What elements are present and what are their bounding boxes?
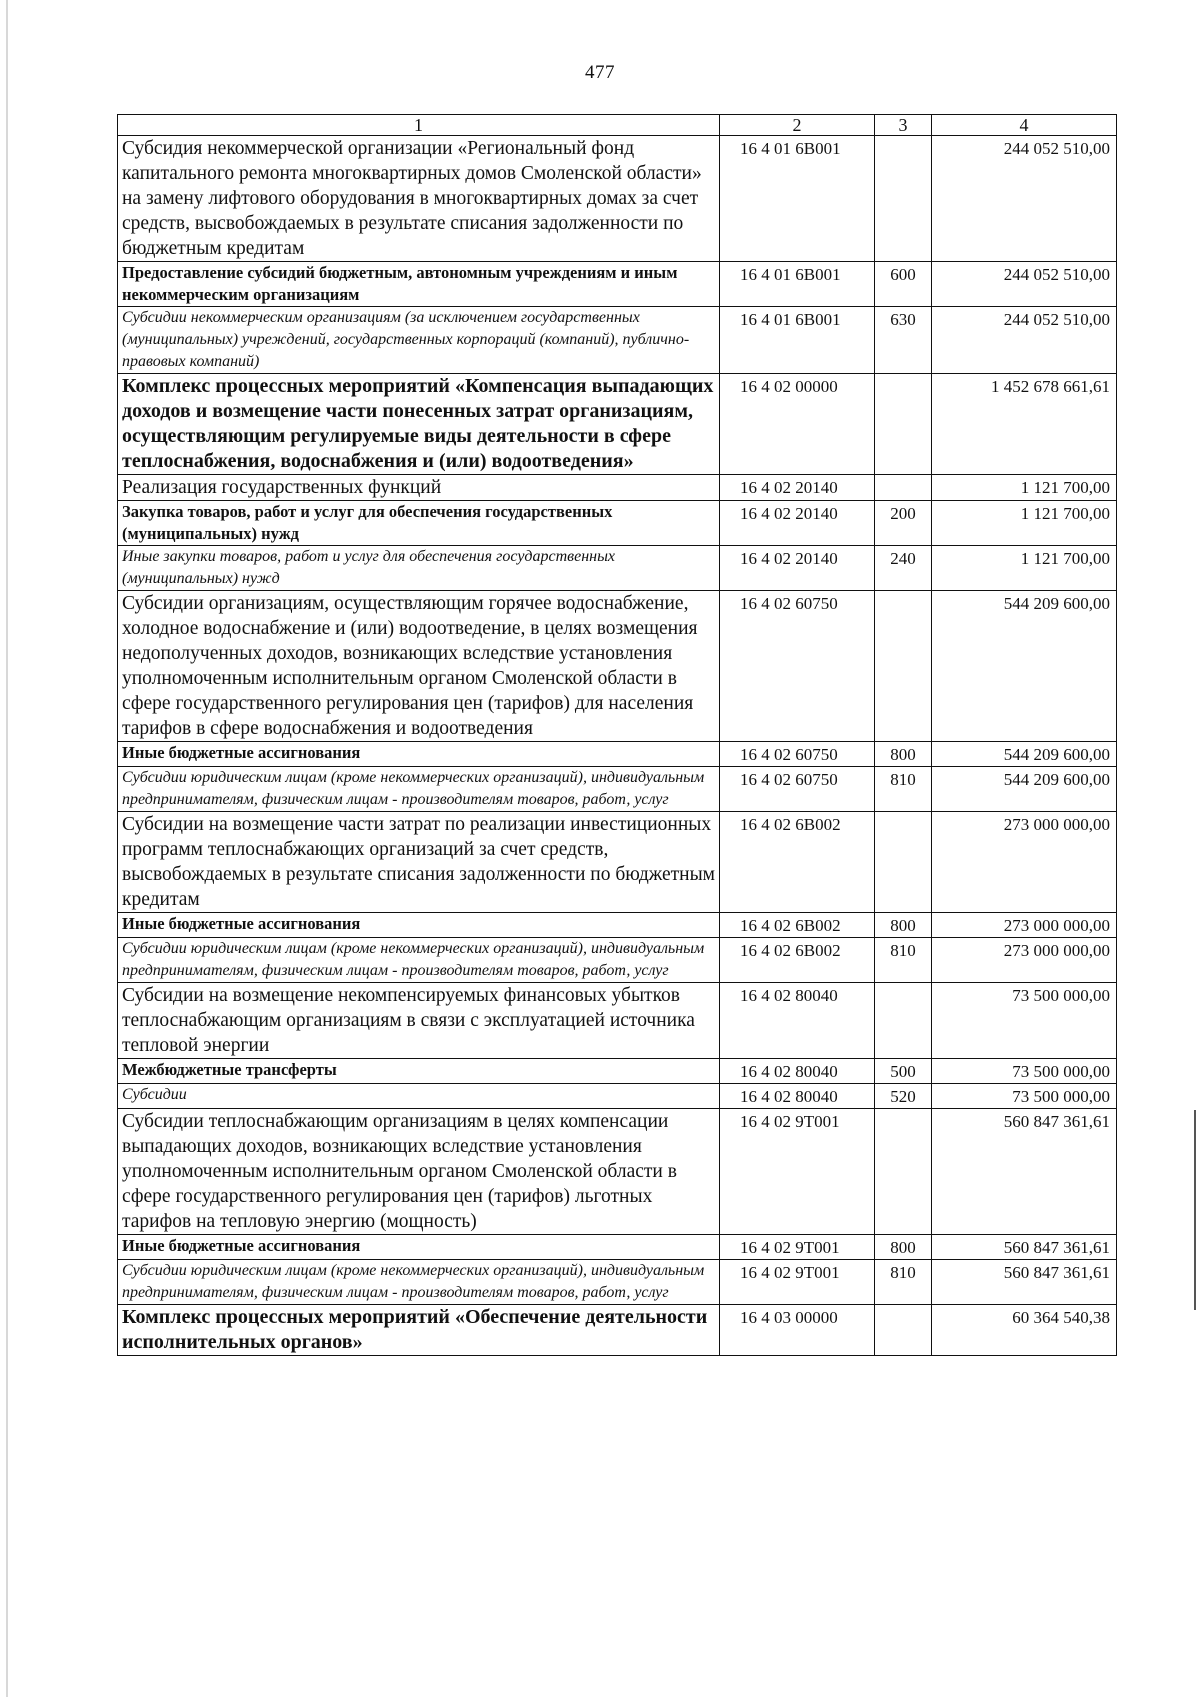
page-number: 477 [585, 62, 615, 83]
row-name-cell: Субсидии юридическим лицам (кроме некоммерческих организаций), индивидуальным предпринимателям, физическим лицам - производителям товаров, работ, услуг [118, 767, 720, 812]
row-name-cell: Субсидии теплоснабжающим организациям в целях компенсации выпадающих доходов, возникающих вследствие установления уполномоченным исполнительным органом Смоленской области в сфере государственного регулирования цен (тарифов) льготных тарифов на тепловую энергию (мощность) [118, 1109, 720, 1235]
row-sum-cell: 1 121 700,00 [932, 501, 1117, 546]
row-sum-cell: 244 052 510,00 [932, 262, 1117, 307]
row-name-cell: Субсидии юридическим лицам (кроме некоммерческих организаций), индивидуальным предпринимателям, физическим лицам - производителям товаров, работ, услуг [118, 1260, 720, 1305]
row-name-cell: Закупка товаров, работ и услуг для обеспечения государственных (муниципальных) нужд [118, 501, 720, 546]
row-code-cell: 16 4 01 6В001 [720, 262, 875, 307]
row-code-cell: 16 4 02 6В002 [720, 938, 875, 983]
row-code-cell: 16 4 02 80040 [720, 983, 875, 1059]
row-code-cell: 16 4 02 9Т001 [720, 1109, 875, 1235]
row-name-cell: Реализация государственных функций [118, 475, 720, 501]
row-type-cell [875, 983, 932, 1059]
header-col-1: 1 [118, 115, 720, 136]
row-name-cell: Субсидии [118, 1084, 720, 1109]
table-row [118, 913, 1117, 938]
row-type-cell: 600 [875, 262, 932, 307]
table-row [118, 591, 1117, 742]
row-code-cell: 16 4 02 00000 [720, 374, 875, 475]
row-code-cell: 16 4 02 20140 [720, 501, 875, 546]
table-row [118, 546, 1117, 591]
row-sum-cell: 73 500 000,00 [932, 1084, 1117, 1109]
row-type-cell: 200 [875, 501, 932, 546]
row-type-cell: 800 [875, 742, 932, 767]
row-type-cell: 810 [875, 1260, 932, 1305]
row-sum-cell: 273 000 000,00 [932, 913, 1117, 938]
row-name-cell: Субсидия некоммерческой организации «Региональный фонд капитального ремонта многоквартирных домов Смоленской области» на замену лифтового оборудования в многоквартирных домах за счет средств, высвобождаемых в результате списания задолженности по бюджетным кредитам [118, 136, 720, 262]
row-type-cell: 520 [875, 1084, 932, 1109]
header-col-4: 4 [932, 115, 1117, 136]
table-row [118, 262, 1117, 307]
table-row [118, 1305, 1117, 1356]
row-name-cell: Комплекс процессных мероприятий «Обеспечение деятельности исполнительных органов» [118, 1305, 720, 1356]
table-row [118, 938, 1117, 983]
row-type-cell: 240 [875, 546, 932, 591]
row-sum-cell: 244 052 510,00 [932, 307, 1117, 374]
row-type-cell: 800 [875, 1235, 932, 1260]
row-name-cell: Комплекс процессных мероприятий «Компенсация выпадающих доходов и возмещение части понесенных затрат организациям, осуществляющим регулируемые виды деятельности в сфере теплоснабжения, водоснабжения и (или) водоотведения» [118, 374, 720, 475]
row-name-cell: Субсидии организациям, осуществляющим горячее водоснабжение, холодное водоснабжение и (или) водоотведение, в целях возмещения недополученных доходов, возникающих вследствие установления уполномоченным исполнительным органом Смоленской области в сфере государственного регулирования цен (тарифов) для населения тарифов в сфере водоснабжения и водоотведения [118, 591, 720, 742]
row-sum-cell: 1 121 700,00 [932, 475, 1117, 501]
row-type-cell [875, 1305, 932, 1356]
row-sum-cell: 60 364 540,38 [932, 1305, 1117, 1356]
table-row [118, 767, 1117, 812]
row-sum-cell: 544 209 600,00 [932, 591, 1117, 742]
table-row [118, 307, 1117, 374]
row-name-cell: Иные бюджетные ассигнования [118, 742, 720, 767]
row-type-cell [875, 591, 932, 742]
row-type-cell: 800 [875, 913, 932, 938]
row-type-cell [875, 374, 932, 475]
table-row [118, 136, 1117, 262]
row-name-cell: Предоставление субсидий бюджетным, автономным учреждениям и иным некоммерческим организациям [118, 262, 720, 307]
row-code-cell: 16 4 02 60750 [720, 767, 875, 812]
scan-edge-left [6, 0, 8, 1697]
row-code-cell: 16 4 02 80040 [720, 1059, 875, 1084]
table-row [118, 742, 1117, 767]
table-row [118, 1260, 1117, 1305]
row-code-cell: 16 4 02 9Т001 [720, 1260, 875, 1305]
row-name-cell: Субсидии некоммерческим организациям (за исключением государственных (муниципальных) учреждений, государственных корпораций (компаний), публично-правовых компаний) [118, 307, 720, 374]
budget-table [117, 114, 1117, 1356]
row-type-cell [875, 475, 932, 501]
row-type-cell: 810 [875, 767, 932, 812]
row-sum-cell: 1 452 678 661,61 [932, 374, 1117, 475]
row-type-cell [875, 1109, 932, 1235]
table-row [118, 1235, 1117, 1260]
table-row [118, 1109, 1117, 1235]
row-type-cell: 630 [875, 307, 932, 374]
row-sum-cell: 73 500 000,00 [932, 1059, 1117, 1084]
row-sum-cell: 1 121 700,00 [932, 546, 1117, 591]
header-col-3: 3 [875, 115, 932, 136]
row-code-cell: 16 4 01 6В001 [720, 136, 875, 262]
row-sum-cell: 244 052 510,00 [932, 136, 1117, 262]
scan-edge-right [1194, 1110, 1196, 1310]
row-name-cell: Субсидии на возмещение части затрат по реализации инвестиционных программ теплоснабжающих организаций за счет средств, высвобождаемых в результате списания задолженности по бюджетным кредитам [118, 812, 720, 913]
row-code-cell: 16 4 02 9Т001 [720, 1235, 875, 1260]
row-name-cell: Иные бюджетные ассигнования [118, 1235, 720, 1260]
table-row [118, 501, 1117, 546]
row-sum-cell: 560 847 361,61 [932, 1235, 1117, 1260]
row-sum-cell: 73 500 000,00 [932, 983, 1117, 1059]
row-code-cell: 16 4 02 6В002 [720, 812, 875, 913]
row-sum-cell: 560 847 361,61 [932, 1260, 1117, 1305]
table-row [118, 374, 1117, 475]
row-sum-cell: 544 209 600,00 [932, 742, 1117, 767]
row-sum-cell: 273 000 000,00 [932, 938, 1117, 983]
row-code-cell: 16 4 02 6В002 [720, 913, 875, 938]
table-header-row [118, 115, 1117, 136]
row-code-cell: 16 4 02 20140 [720, 475, 875, 501]
header-col-2: 2 [720, 115, 875, 136]
row-code-cell: 16 4 02 80040 [720, 1084, 875, 1109]
row-type-cell [875, 812, 932, 913]
row-sum-cell: 273 000 000,00 [932, 812, 1117, 913]
table-row [118, 812, 1117, 913]
table-row [118, 983, 1117, 1059]
table-row [118, 475, 1117, 501]
table-body [118, 136, 1117, 1356]
row-sum-cell: 544 209 600,00 [932, 767, 1117, 812]
row-code-cell: 16 4 03 00000 [720, 1305, 875, 1356]
row-type-cell [875, 136, 932, 262]
row-type-cell: 500 [875, 1059, 932, 1084]
row-name-cell: Субсидии юридическим лицам (кроме некоммерческих организаций), индивидуальным предпринимателям, физическим лицам - производителям товаров, работ, услуг [118, 938, 720, 983]
row-name-cell: Иные бюджетные ассигнования [118, 913, 720, 938]
row-name-cell: Субсидии на возмещение некомпенсируемых финансовых убытков теплоснабжающим организациям в связи с эксплуатацией источника тепловой энергии [118, 983, 720, 1059]
row-code-cell: 16 4 02 60750 [720, 591, 875, 742]
table-row [118, 1059, 1117, 1084]
row-code-cell: 16 4 02 60750 [720, 742, 875, 767]
row-name-cell: Иные закупки товаров, работ и услуг для обеспечения государственных (муниципальных) нужд [118, 546, 720, 591]
row-sum-cell: 560 847 361,61 [932, 1109, 1117, 1235]
row-code-cell: 16 4 02 20140 [720, 546, 875, 591]
table-row [118, 1084, 1117, 1109]
row-code-cell: 16 4 01 6В001 [720, 307, 875, 374]
row-name-cell: Межбюджетные трансферты [118, 1059, 720, 1084]
row-type-cell: 810 [875, 938, 932, 983]
